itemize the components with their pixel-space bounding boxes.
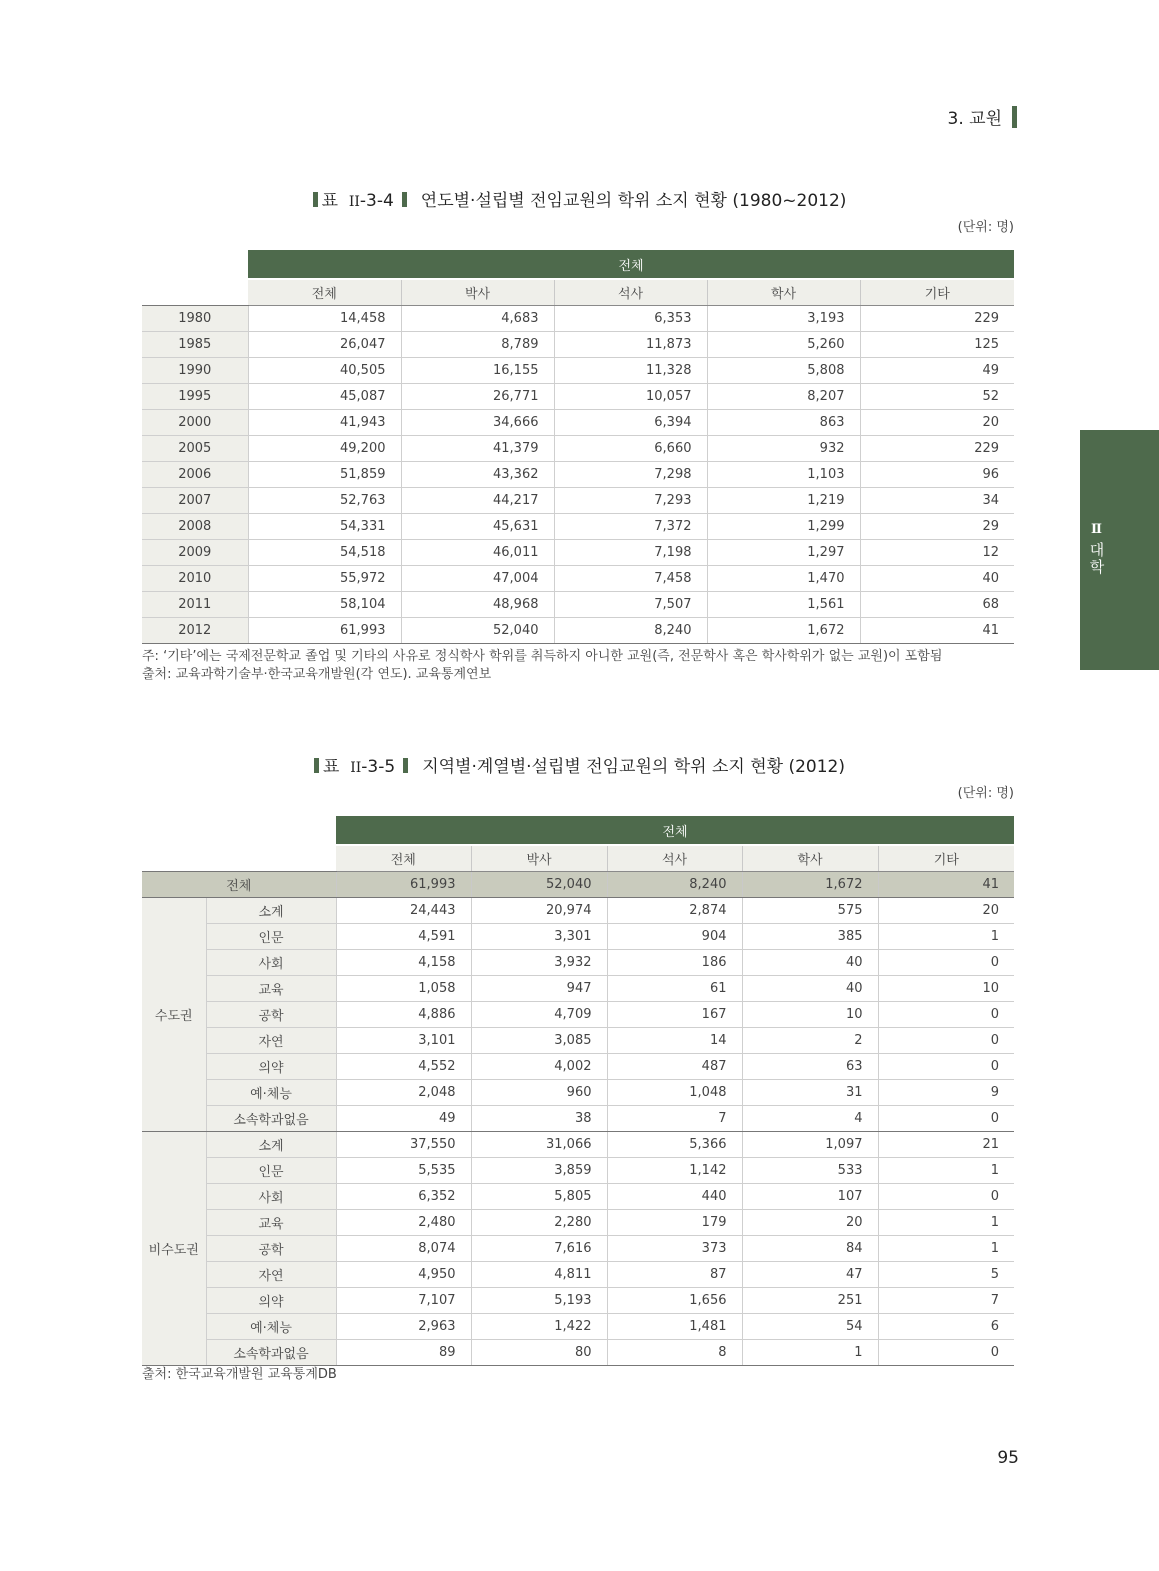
year-cell: 2008 — [142, 514, 248, 540]
value-cell: 6,394 — [554, 410, 707, 436]
column-header: 기타 — [878, 845, 1014, 872]
value-cell: 49,200 — [248, 436, 401, 462]
value-cell: 52,040 — [401, 618, 554, 644]
value-cell: 48,968 — [401, 592, 554, 618]
value-cell: 20 — [860, 410, 1014, 436]
value-cell: 12 — [860, 540, 1014, 566]
value-cell: 0 — [878, 950, 1014, 976]
table1-note: 주: ‘기타’에는 국제전문학교 졸업 및 기타의 사유로 정식학사 학위를 취득하지 아니한 교원(즉, 전문학사 혹은 학사학위가 없는 교원)이 포함됨 — [142, 649, 943, 664]
table-row — [142, 1002, 1014, 1028]
value-cell: 4 — [742, 1106, 878, 1132]
value-cell: 54,331 — [248, 514, 401, 540]
value-cell: 11,328 — [554, 358, 707, 384]
field-cell: 소계 — [206, 1132, 336, 1158]
value-cell: 1 — [742, 1340, 878, 1366]
table2-caption — [0, 752, 1159, 777]
value-cell: 1,103 — [707, 462, 860, 488]
value-cell: 2,280 — [471, 1210, 607, 1236]
table-row — [142, 358, 1014, 384]
value-cell: 229 — [860, 436, 1014, 462]
value-cell: 10 — [878, 976, 1014, 1002]
value-cell: 38 — [471, 1106, 607, 1132]
value-cell: 2,480 — [336, 1210, 471, 1236]
caption-marker — [402, 192, 407, 207]
table-row — [142, 618, 1014, 644]
table-row — [142, 1288, 1014, 1314]
table-row — [142, 898, 1014, 924]
table2 — [142, 816, 1014, 1366]
value-cell: 1,672 — [707, 618, 860, 644]
field-cell: 자연 — [206, 1028, 336, 1054]
value-cell: 487 — [607, 1054, 742, 1080]
value-cell: 7,507 — [554, 592, 707, 618]
caption-marker — [314, 758, 319, 773]
year-cell: 2010 — [142, 566, 248, 592]
value-cell: 5 — [878, 1262, 1014, 1288]
value-cell: 5,805 — [471, 1184, 607, 1210]
year-cell: 2011 — [142, 592, 248, 618]
year-cell: 2005 — [142, 436, 248, 462]
table-row — [142, 1340, 1014, 1366]
year-cell: 2000 — [142, 410, 248, 436]
value-cell: 52 — [860, 384, 1014, 410]
value-cell: 20,974 — [471, 898, 607, 924]
value-cell: 2,963 — [336, 1314, 471, 1340]
value-cell: 3,301 — [471, 924, 607, 950]
value-cell: 4,683 — [401, 306, 554, 332]
table-row — [142, 540, 1014, 566]
value-cell: 49 — [860, 358, 1014, 384]
table2-roman: II — [350, 760, 362, 776]
caption-marker — [313, 192, 318, 207]
table-row — [142, 1314, 1014, 1340]
value-cell: 1 — [878, 1158, 1014, 1184]
value-cell: 1,481 — [607, 1314, 742, 1340]
value-cell: 40 — [742, 976, 878, 1002]
value-cell: 47 — [742, 1262, 878, 1288]
value-cell: 0 — [878, 1054, 1014, 1080]
value-cell: 43,362 — [401, 462, 554, 488]
value-cell: 932 — [707, 436, 860, 462]
value-cell: 6,660 — [554, 436, 707, 462]
value-cell: 41,943 — [248, 410, 401, 436]
value-cell: 8,240 — [554, 618, 707, 644]
total-cell: 52,040 — [471, 872, 607, 898]
value-cell: 52,763 — [248, 488, 401, 514]
value-cell: 7 — [607, 1106, 742, 1132]
value-cell: 34,666 — [401, 410, 554, 436]
value-cell: 863 — [707, 410, 860, 436]
chapter-side-tab — [1080, 430, 1159, 670]
value-cell: 14 — [607, 1028, 742, 1054]
value-cell: 179 — [607, 1210, 742, 1236]
value-cell: 1,470 — [707, 566, 860, 592]
table-row — [142, 924, 1014, 950]
column-header: 기타 — [860, 279, 1014, 306]
value-cell: 947 — [471, 976, 607, 1002]
value-cell: 51,859 — [248, 462, 401, 488]
year-cell: 2006 — [142, 462, 248, 488]
column-header: 박사 — [471, 845, 607, 872]
table-row — [142, 592, 1014, 618]
value-cell: 167 — [607, 1002, 742, 1028]
field-cell: 자연 — [206, 1262, 336, 1288]
value-cell: 34 — [860, 488, 1014, 514]
value-cell: 49 — [336, 1106, 471, 1132]
value-cell: 1,561 — [707, 592, 860, 618]
value-cell: 6 — [878, 1314, 1014, 1340]
value-cell: 26,047 — [248, 332, 401, 358]
value-cell: 37,550 — [336, 1132, 471, 1158]
value-cell: 6,353 — [554, 306, 707, 332]
value-cell: 1,058 — [336, 976, 471, 1002]
table-row — [142, 384, 1014, 410]
value-cell: 20 — [742, 1210, 878, 1236]
table-row — [142, 332, 1014, 358]
table-row — [142, 1262, 1014, 1288]
value-cell: 26,771 — [401, 384, 554, 410]
year-cell: 2009 — [142, 540, 248, 566]
value-cell: 1,048 — [607, 1080, 742, 1106]
table-row — [142, 1080, 1014, 1106]
value-cell: 4,811 — [471, 1262, 607, 1288]
value-cell: 45,087 — [248, 384, 401, 410]
value-cell: 1,422 — [471, 1314, 607, 1340]
value-cell: 229 — [860, 306, 1014, 332]
value-cell: 84 — [742, 1236, 878, 1262]
value-cell: 0 — [878, 1184, 1014, 1210]
value-cell: 533 — [742, 1158, 878, 1184]
value-cell: 1,219 — [707, 488, 860, 514]
total-cell: 1,672 — [742, 872, 878, 898]
table-row — [142, 1054, 1014, 1080]
value-cell: 41 — [860, 618, 1014, 644]
value-cell: 186 — [607, 950, 742, 976]
table1-caption — [0, 186, 1159, 211]
value-cell: 24,443 — [336, 898, 471, 924]
value-cell: 1,299 — [707, 514, 860, 540]
table2-prefix: 표 — [322, 757, 340, 777]
year-cell: 1990 — [142, 358, 248, 384]
field-cell: 예·체능 — [206, 1314, 336, 1340]
value-cell: 5,260 — [707, 332, 860, 358]
value-cell: 16,155 — [401, 358, 554, 384]
value-cell: 7,616 — [471, 1236, 607, 1262]
total-label: 전체 — [142, 872, 336, 898]
column-header: 학사 — [707, 279, 860, 306]
value-cell: 1 — [878, 1210, 1014, 1236]
chapter-label: 대학 — [1089, 541, 1105, 576]
value-cell: 96 — [860, 462, 1014, 488]
table1-notes — [142, 648, 942, 684]
table1-prefix: 표 — [321, 191, 338, 211]
value-cell: 41,379 — [401, 436, 554, 462]
value-cell: 7 — [878, 1288, 1014, 1314]
value-cell: 2,048 — [336, 1080, 471, 1106]
value-cell: 55,972 — [248, 566, 401, 592]
value-cell: 44,217 — [401, 488, 554, 514]
table2-title: 지역별·계열별·설립별 전임교원의 학위 소지 현황 (2012) — [422, 757, 845, 777]
region-cell: 비수도권 — [142, 1132, 206, 1366]
value-cell: 54,518 — [248, 540, 401, 566]
field-cell: 소계 — [206, 898, 336, 924]
table1-group-header: 전체 — [248, 250, 1014, 279]
value-cell: 5,535 — [336, 1158, 471, 1184]
field-cell: 교육 — [206, 1210, 336, 1236]
value-cell: 1,142 — [607, 1158, 742, 1184]
value-cell: 10,057 — [554, 384, 707, 410]
region-cell: 수도권 — [142, 898, 206, 1132]
column-header: 석사 — [607, 845, 742, 872]
field-cell: 교육 — [206, 976, 336, 1002]
table1-title: 연도별·설립별 전임교원의 학위 소지 현황 (1980~2012) — [420, 191, 847, 211]
value-cell: 107 — [742, 1184, 878, 1210]
table2-source: 출처: 한국교육개발원 교육통계DB — [142, 1367, 337, 1382]
field-cell: 공학 — [206, 1236, 336, 1262]
table-row — [142, 436, 1014, 462]
value-cell: 7,107 — [336, 1288, 471, 1314]
value-cell: 5,808 — [707, 358, 860, 384]
value-cell: 4,002 — [471, 1054, 607, 1080]
total-cell: 61,993 — [336, 872, 471, 898]
value-cell: 575 — [742, 898, 878, 924]
table1 — [142, 250, 1014, 644]
table-row — [142, 410, 1014, 436]
field-cell: 공학 — [206, 1002, 336, 1028]
table2-total-row — [142, 872, 1014, 898]
year-cell: 1995 — [142, 384, 248, 410]
field-cell: 사회 — [206, 1184, 336, 1210]
value-cell: 7,372 — [554, 514, 707, 540]
section-title: 3. 교원 — [947, 109, 1002, 129]
value-cell: 5,366 — [607, 1132, 742, 1158]
value-cell: 40,505 — [248, 358, 401, 384]
value-cell: 21 — [878, 1132, 1014, 1158]
table-row — [142, 950, 1014, 976]
value-cell: 68 — [860, 592, 1014, 618]
column-header: 박사 — [401, 279, 554, 306]
value-cell: 2,874 — [607, 898, 742, 924]
value-cell: 0 — [878, 1002, 1014, 1028]
value-cell: 3,085 — [471, 1028, 607, 1054]
table2-number: -3-5 — [361, 757, 396, 777]
field-cell: 인문 — [206, 924, 336, 950]
value-cell: 0 — [878, 1106, 1014, 1132]
value-cell: 89 — [336, 1340, 471, 1366]
value-cell: 125 — [860, 332, 1014, 358]
value-cell: 4,158 — [336, 950, 471, 976]
value-cell: 14,458 — [248, 306, 401, 332]
value-cell: 440 — [607, 1184, 742, 1210]
section-marker — [1012, 106, 1017, 128]
value-cell: 7,198 — [554, 540, 707, 566]
value-cell: 4,709 — [471, 1002, 607, 1028]
caption-marker — [403, 758, 408, 773]
value-cell: 1,097 — [742, 1132, 878, 1158]
value-cell: 46,011 — [401, 540, 554, 566]
table-row — [142, 1184, 1014, 1210]
field-cell: 소속학과없음 — [206, 1340, 336, 1366]
year-cell: 1980 — [142, 306, 248, 332]
value-cell: 7,458 — [554, 566, 707, 592]
value-cell: 0 — [878, 1340, 1014, 1366]
table-row — [142, 1106, 1014, 1132]
value-cell: 80 — [471, 1340, 607, 1366]
table-row — [142, 1028, 1014, 1054]
table-row — [142, 566, 1014, 592]
value-cell: 4,552 — [336, 1054, 471, 1080]
table1-roman: II — [348, 194, 360, 210]
table-row — [142, 1210, 1014, 1236]
value-cell: 31 — [742, 1080, 878, 1106]
value-cell: 9 — [878, 1080, 1014, 1106]
table1-number: -3-4 — [359, 191, 394, 211]
value-cell: 40 — [860, 566, 1014, 592]
table-row — [142, 976, 1014, 1002]
total-cell: 8,240 — [607, 872, 742, 898]
year-cell: 2007 — [142, 488, 248, 514]
value-cell: 1,656 — [607, 1288, 742, 1314]
column-header: 전체 — [248, 279, 401, 306]
field-cell: 인문 — [206, 1158, 336, 1184]
field-cell: 소속학과없음 — [206, 1106, 336, 1132]
value-cell: 8 — [607, 1340, 742, 1366]
value-cell: 1 — [878, 1236, 1014, 1262]
value-cell: 251 — [742, 1288, 878, 1314]
value-cell: 904 — [607, 924, 742, 950]
value-cell: 29 — [860, 514, 1014, 540]
value-cell: 31,066 — [471, 1132, 607, 1158]
value-cell: 2 — [742, 1028, 878, 1054]
total-cell: 41 — [878, 872, 1014, 898]
value-cell: 61,993 — [248, 618, 401, 644]
value-cell: 63 — [742, 1054, 878, 1080]
column-header: 학사 — [742, 845, 878, 872]
page-number: 95 — [997, 1448, 1019, 1468]
column-header: 전체 — [336, 845, 471, 872]
section-header — [948, 104, 1017, 129]
value-cell: 960 — [471, 1080, 607, 1106]
value-cell: 54 — [742, 1314, 878, 1340]
value-cell: 7,293 — [554, 488, 707, 514]
table2-group-header: 전체 — [336, 816, 1014, 845]
table1-unit: (단위: 명) — [957, 220, 1014, 235]
value-cell: 4,591 — [336, 924, 471, 950]
field-cell: 의약 — [206, 1288, 336, 1314]
value-cell: 3,859 — [471, 1158, 607, 1184]
value-cell: 20 — [878, 898, 1014, 924]
table-row — [142, 1132, 1014, 1158]
value-cell: 0 — [878, 1028, 1014, 1054]
value-cell: 58,104 — [248, 592, 401, 618]
field-cell: 의약 — [206, 1054, 336, 1080]
value-cell: 1,297 — [707, 540, 860, 566]
value-cell: 3,193 — [707, 306, 860, 332]
table-row — [142, 462, 1014, 488]
column-header: 석사 — [554, 279, 707, 306]
value-cell: 4,950 — [336, 1262, 471, 1288]
table1-source: 출처: 교육과학기술부·한국교육개발원(각 연도). 교육통계연보 — [142, 667, 492, 682]
table-row — [142, 1236, 1014, 1262]
value-cell: 45,631 — [401, 514, 554, 540]
value-cell: 1 — [878, 924, 1014, 950]
value-cell: 87 — [607, 1262, 742, 1288]
value-cell: 11,873 — [554, 332, 707, 358]
value-cell: 61 — [607, 976, 742, 1002]
table2-unit: (단위: 명) — [957, 786, 1014, 801]
value-cell: 8,074 — [336, 1236, 471, 1262]
value-cell: 8,789 — [401, 332, 554, 358]
table-row — [142, 488, 1014, 514]
value-cell: 40 — [742, 950, 878, 976]
value-cell: 6,352 — [336, 1184, 471, 1210]
value-cell: 4,886 — [336, 1002, 471, 1028]
value-cell: 385 — [742, 924, 878, 950]
value-cell: 7,298 — [554, 462, 707, 488]
year-cell: 2012 — [142, 618, 248, 644]
field-cell: 사회 — [206, 950, 336, 976]
value-cell: 3,932 — [471, 950, 607, 976]
chapter-numeral: Ⅱ — [1091, 522, 1102, 537]
value-cell: 47,004 — [401, 566, 554, 592]
table-row — [142, 306, 1014, 332]
table-row — [142, 514, 1014, 540]
value-cell: 10 — [742, 1002, 878, 1028]
value-cell: 3,101 — [336, 1028, 471, 1054]
year-cell: 1985 — [142, 332, 248, 358]
table-row — [142, 1158, 1014, 1184]
value-cell: 8,207 — [707, 384, 860, 410]
value-cell: 373 — [607, 1236, 742, 1262]
field-cell: 예·체능 — [206, 1080, 336, 1106]
value-cell: 5,193 — [471, 1288, 607, 1314]
